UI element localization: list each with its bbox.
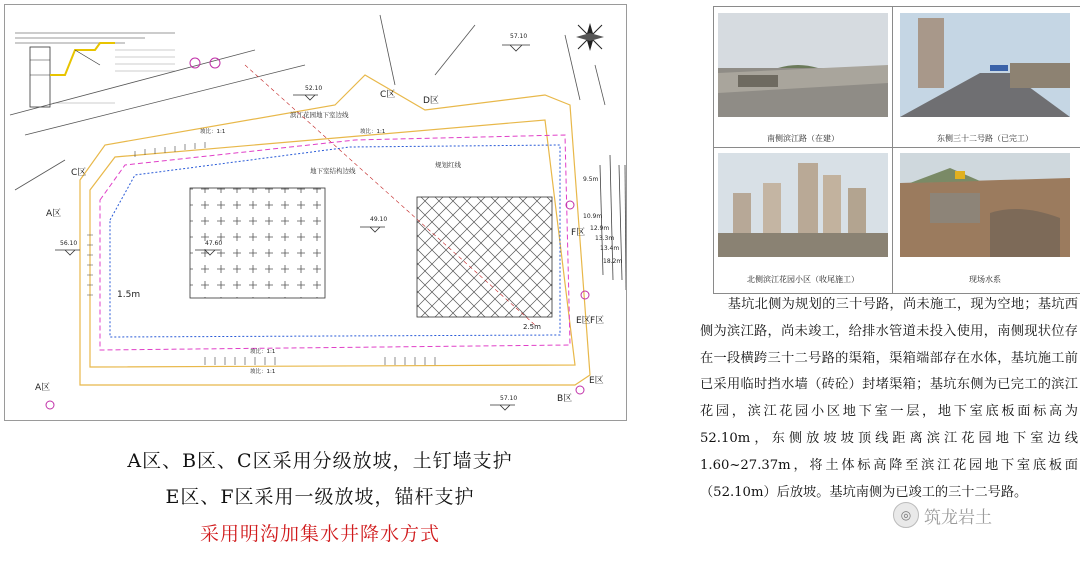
site-plan-svg xyxy=(5,5,626,420)
zone-e-label-2: E区 xyxy=(589,376,604,386)
photo-caption-3: 北侧滨江花园小区（收尾施工） xyxy=(747,275,859,284)
road-boundaries xyxy=(10,15,605,190)
site-description-paragraph: 基坑北侧为规划的三十号路，尚未施工，现为空地；基坑西侧为滨江路，尚未竣工，给排水管道未投入使用，南侧现状位存在一段横跨三十二号路的渠箱，渠箱端部存在水体，基坑施工前已采用临时挡水墙（砖砼）封堵渠箱；基坑东侧为已完工的滨江花园，滨江花园小区地下室一层，地下室底板面标高为52.10m，东侧放坡坡顶线距离滨江花园地下室边线1.60~27.37m，将土体标高降至滨江花园地下室底板面（52.10m）后放坡。基坑南侧为已竣工的三十二号路。 xyxy=(700,297,1078,500)
watermark xyxy=(893,500,992,530)
pit-cross-hatch xyxy=(417,197,552,317)
label-binjiang-basement: 滨江花园地下室边线 xyxy=(290,111,349,119)
wechat-logo-icon: ◎ xyxy=(893,502,919,528)
elevation-north: 52.10 xyxy=(305,85,323,92)
zone-f-label-1: F区 xyxy=(571,228,586,238)
site-photo-grid xyxy=(713,6,1080,294)
site-plan-drawing xyxy=(4,4,627,421)
dim-10-9m: 10.9m xyxy=(583,213,603,220)
dim-9-5m: 9.5m xyxy=(583,176,599,183)
dim-1-5m: 1.5m xyxy=(117,290,141,300)
zone-e-label-1: E区 xyxy=(576,316,591,326)
photo-site-water xyxy=(900,153,1070,257)
north-arrow-icon xyxy=(576,23,604,51)
photo-caption-1: 南侧滨江路（在建） xyxy=(767,134,839,143)
zone-c-label-left: C区 xyxy=(71,168,87,178)
caption-dewatering: 采用明沟加集水井降水方式 xyxy=(199,523,440,545)
elevation-left: 56.10 xyxy=(60,240,78,247)
utility-pipelines xyxy=(600,155,626,290)
elevation-pit: 47.60 xyxy=(205,240,223,247)
label-basement-structure: 地下室结构边线 xyxy=(310,167,356,175)
dim-13-4m: 13.4m xyxy=(600,245,620,252)
photo-caption-2: 东侧三十二号路（已完工） xyxy=(937,134,1033,143)
site-description xyxy=(700,292,1078,506)
watermark-text: 筑龙岩土 xyxy=(924,503,992,528)
slope-ratio-label-3: 坡比：1:1 xyxy=(250,349,276,355)
caption-zones-ef: E区、F区采用一级放坡，锚杆支护 xyxy=(165,486,475,508)
dim-18-2m: 18.2m xyxy=(603,258,623,265)
grid-divider-vertical xyxy=(892,7,893,293)
photo-south-binjiang-road xyxy=(718,13,888,117)
dim-13-3m: 13.3m xyxy=(595,235,615,242)
slope-ratio-label-2: 坡比：1:1 xyxy=(360,129,386,135)
legend-detail xyxy=(13,27,183,107)
elevation-top-right: 57.10 xyxy=(510,33,528,40)
slope-ratio-label-4: 坡比：1:1 xyxy=(250,369,276,375)
dim-2-5m: 2.5m xyxy=(523,323,541,331)
slope-ratio-label-1: 坡比：1:1 xyxy=(200,129,226,135)
zone-b-label: B区 xyxy=(557,394,573,404)
grid-divider-horizontal xyxy=(714,147,1080,148)
photo-caption-4: 现场水系 xyxy=(969,275,1001,284)
photo-north-binjiang-garden xyxy=(718,153,888,257)
zone-a-label-2: A区 xyxy=(35,383,51,393)
zone-d-label: D区 xyxy=(423,96,439,106)
caption-zones-abc: A区、B区、C区采用分级放坡，土钉墙支护 xyxy=(127,450,513,472)
photo-east-road-32 xyxy=(900,13,1070,117)
elevation-bottom: 57.10 xyxy=(500,395,518,402)
label-planned-red-line: 规划红线 xyxy=(435,161,461,169)
dim-12-9m: 12.9m xyxy=(590,225,610,232)
zone-c-label: C区 xyxy=(380,90,396,100)
zone-f-label-2: F区 xyxy=(590,316,605,326)
zone-a-label-1: A区 xyxy=(46,209,62,219)
elevation-center: 49.10 xyxy=(370,216,388,223)
